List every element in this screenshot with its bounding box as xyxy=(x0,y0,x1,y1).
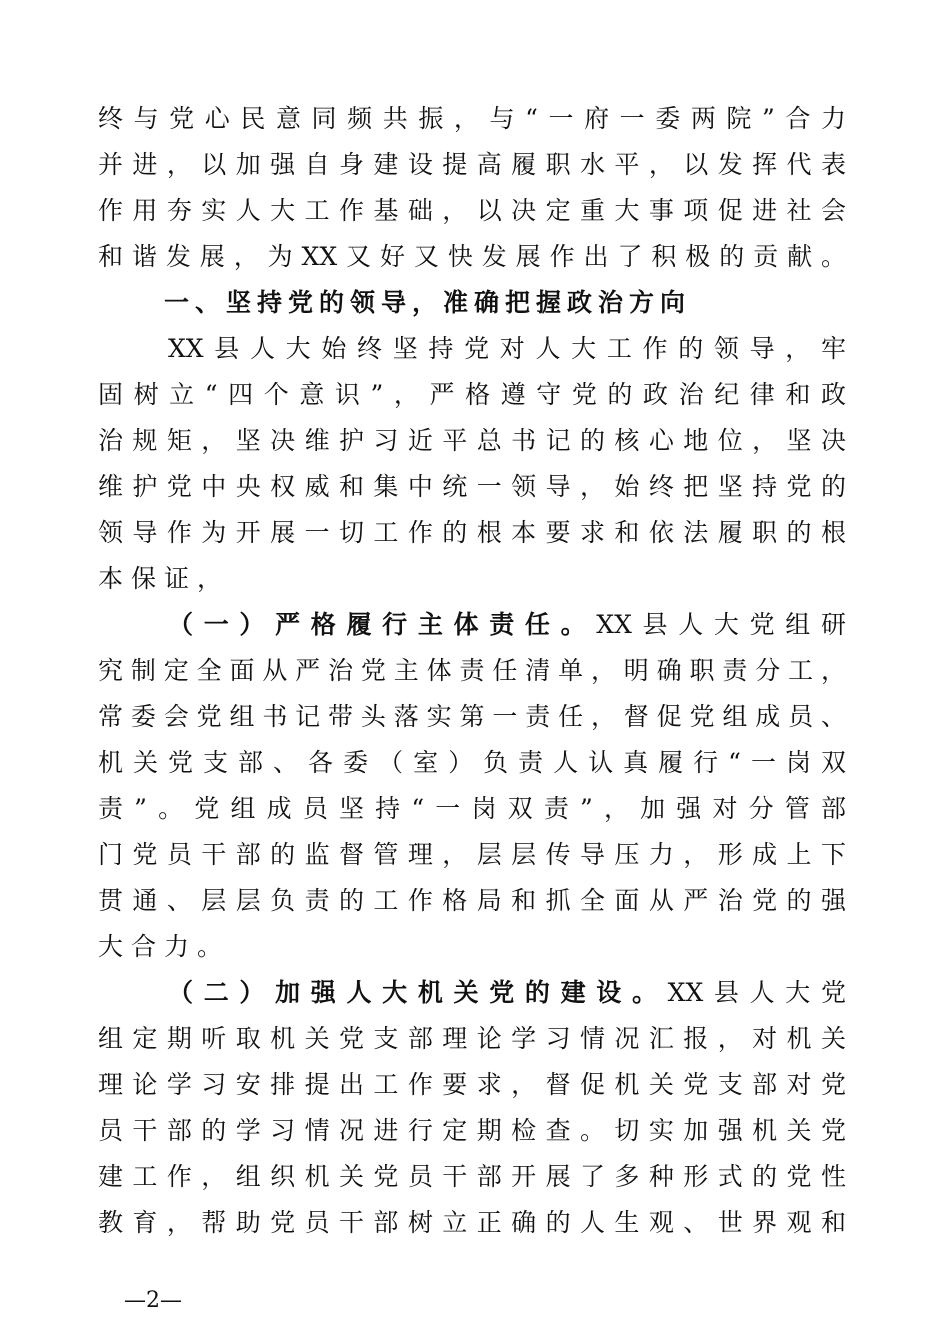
text-line: 领导作为开展一切工作的根本要求和依法履职的根 xyxy=(98,518,846,547)
text-line: 作用夯实人大工作基础，以决定重大事项促进社会 xyxy=(98,196,846,225)
text-line: 本保证， xyxy=(98,564,231,593)
document-page xyxy=(98,96,846,1246)
text-line: 员干部的学习情况进行定期检查。切实加强机关党 xyxy=(98,1116,846,1145)
text-line: 责”。党组成员坚持“一岗双责”，加强对分管部 xyxy=(98,794,846,823)
subsection-heading: （二）加强人大机关党的建设。 xyxy=(168,978,668,1007)
text-line: 治规矩，坚决维护习近平总书记的核心地位，坚决 xyxy=(98,426,846,455)
subsection-line xyxy=(98,602,846,648)
text-line: 终与党心民意同频共振，与“一府一委两院”合力 xyxy=(98,104,846,133)
text-line: 教育，帮助党员干部树立正确的人生观、世界观和 xyxy=(98,1208,846,1237)
text-line: 理论学习安排提出工作要求，督促机关党支部对党 xyxy=(98,1070,846,1099)
text-run: XX县人大党组研 xyxy=(596,610,846,639)
text-line: 机关党支部、各委（室）负责人认真履行“一岗双 xyxy=(98,748,846,777)
text-line: 究制定全面从严治党主体责任清单，明确职责分工， xyxy=(98,656,846,685)
text-line: 固树立“四个意识”，严格遵守党的政治纪律和政 xyxy=(98,380,846,409)
text-line: 维护党中央权威和集中统一领导，始终把坚持党的 xyxy=(98,472,846,501)
subsection-line xyxy=(98,970,846,1016)
text-line: 贯通、层层负责的工作格局和抓全面从严治党的强 xyxy=(98,886,846,915)
text-line: 组定期听取机关党支部理论学习情况汇报，对机关 xyxy=(98,1024,846,1053)
text-line: XX县人大始终坚持党对人大工作的领导，牢 xyxy=(168,334,846,363)
text-line: 大合力。 xyxy=(98,932,231,961)
page-number: —2— xyxy=(124,1288,182,1313)
text-line: 和谐发展，为XX又好又快发展作出了积极的贡献。 xyxy=(98,242,846,271)
text-run: XX县人大党 xyxy=(667,978,846,1007)
text-line: 常委会党组书记带头落实第一责任，督促党组成员、 xyxy=(98,702,846,731)
section-heading: 一、坚持党的领导，准确把握政治方向 xyxy=(164,288,692,317)
text-line: 门党员干部的监督管理，层层传导压力，形成上下 xyxy=(98,840,846,869)
text-line: 建工作，组织机关党员干部开展了多种形式的党性 xyxy=(98,1162,846,1191)
subsection-heading: （一）严格履行主体责任。 xyxy=(168,610,597,639)
text-line: 并进，以加强自身建设提高履职水平，以发挥代表 xyxy=(98,150,846,179)
